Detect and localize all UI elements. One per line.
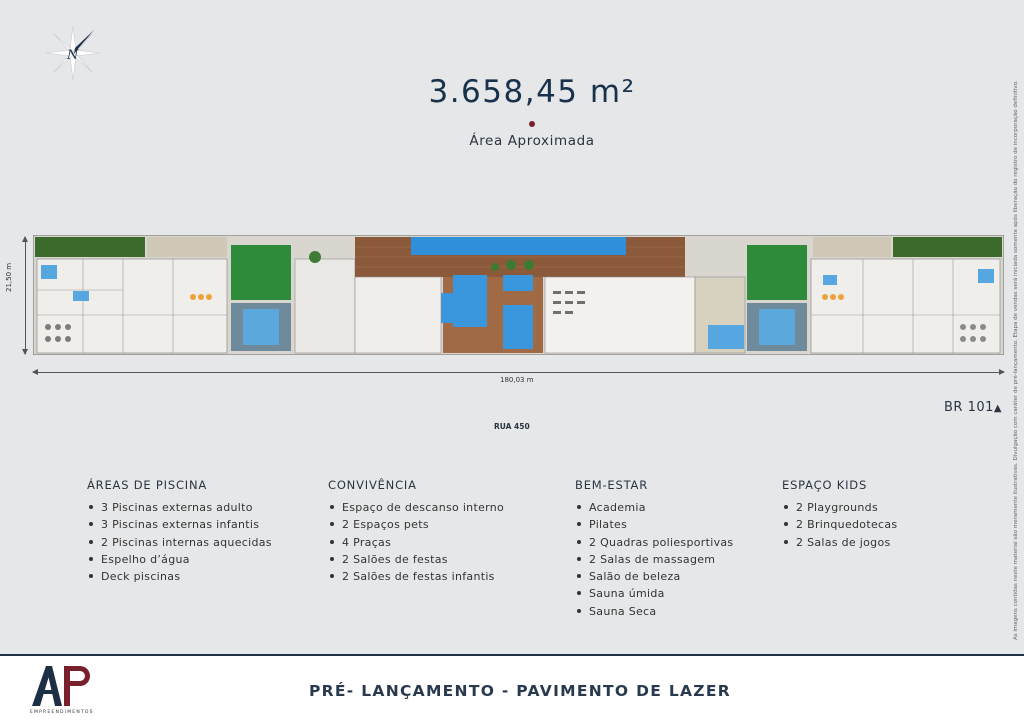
list-item: 2 Salões de festas: [328, 551, 504, 568]
list-item: 2 Salas de jogos: [782, 534, 897, 551]
list-item: Deck piscinas: [87, 568, 272, 585]
section-title: CONVIVÊNCIA: [328, 478, 417, 492]
list-item: Sauna úmida: [575, 585, 733, 602]
section-title: ESPAÇO KIDS: [782, 478, 868, 492]
bullet-icon: [89, 574, 93, 578]
bullet-icon: [330, 574, 334, 578]
bullet-icon: [89, 505, 93, 509]
list-item: Pilates: [575, 516, 733, 533]
accent-dot: [529, 121, 535, 127]
bullet-icon: [784, 540, 788, 544]
list-item: Espelho d’água: [87, 551, 272, 568]
list-item: 2 Espaços pets: [328, 516, 504, 533]
list-item: 2 Salões de festas infantis: [328, 568, 504, 585]
list-item: 2 Piscinas internas aquecidas: [87, 534, 272, 551]
list-item: 2 Brinquedotecas: [782, 516, 897, 533]
bullet-icon: [577, 522, 581, 526]
svg-text:N: N: [67, 48, 79, 63]
bullet-icon: [89, 540, 93, 544]
section-pool-areas: [87, 478, 272, 585]
street-label: RUA 450: [494, 422, 530, 431]
depth-dimension-label: 21,50 m: [5, 262, 13, 292]
logo-subtext: EMPREENDIMENTOS: [30, 710, 94, 715]
list-item: Espaço de descanso interno: [328, 499, 504, 516]
road-label: BR 101▲: [944, 400, 1003, 415]
bullet-icon: [577, 540, 581, 544]
bullet-icon: [577, 591, 581, 595]
list-item: 2 Quadras poliesportivas: [575, 534, 733, 551]
section-espaco-kids: [782, 478, 897, 551]
bullet-icon: [330, 505, 334, 509]
area-value: 3.658,45 m²: [428, 74, 636, 110]
bullet-icon: [784, 522, 788, 526]
section-convivencia: [328, 478, 504, 585]
footer-title: PRÉ- LANÇAMENTO - PAVIMENTO DE LAZER: [309, 682, 731, 700]
list-item: Academia: [575, 499, 733, 516]
floor-plan-illustration: [33, 235, 1004, 355]
section-title: BEM-ESTAR: [575, 478, 648, 492]
width-dimension-line: [33, 372, 1004, 373]
section-bem-estar: [575, 478, 733, 620]
area-label: Área Aproximada: [469, 133, 595, 149]
list-item: 3 Piscinas externas adulto: [87, 499, 272, 516]
depth-dimension-line: [25, 237, 26, 354]
list-item: Salão de beleza: [575, 568, 733, 585]
bullet-icon: [89, 557, 93, 561]
list-item: 3 Piscinas externas infantis: [87, 516, 272, 533]
bullet-icon: [577, 505, 581, 509]
section-title: ÁREAS DE PISCINA: [87, 478, 208, 492]
bullet-icon: [577, 574, 581, 578]
bullet-icon: [577, 609, 581, 613]
bullet-icon: [784, 505, 788, 509]
arrow-up-icon: ▲: [993, 403, 1003, 414]
list-item: 4 Praças: [328, 534, 504, 551]
bullet-icon: [89, 522, 93, 526]
bullet-icon: [330, 540, 334, 544]
bullet-icon: [330, 522, 334, 526]
bullet-icon: [330, 557, 334, 561]
list-item: Sauna Seca: [575, 603, 733, 620]
bullet-icon: [577, 557, 581, 561]
width-dimension-label: 180,03 m: [500, 376, 534, 384]
list-item: 2 Salas de massagem: [575, 551, 733, 568]
list-item: 2 Playgrounds: [782, 499, 897, 516]
disclaimer-text: As imagens contidas neste material são meramente ilustrativas. Divulgação com caráter de pré-lançamento. Etapa de vendas será iniciada somente após liberação do registro de incorporação definitivo.: [1013, 80, 1019, 640]
